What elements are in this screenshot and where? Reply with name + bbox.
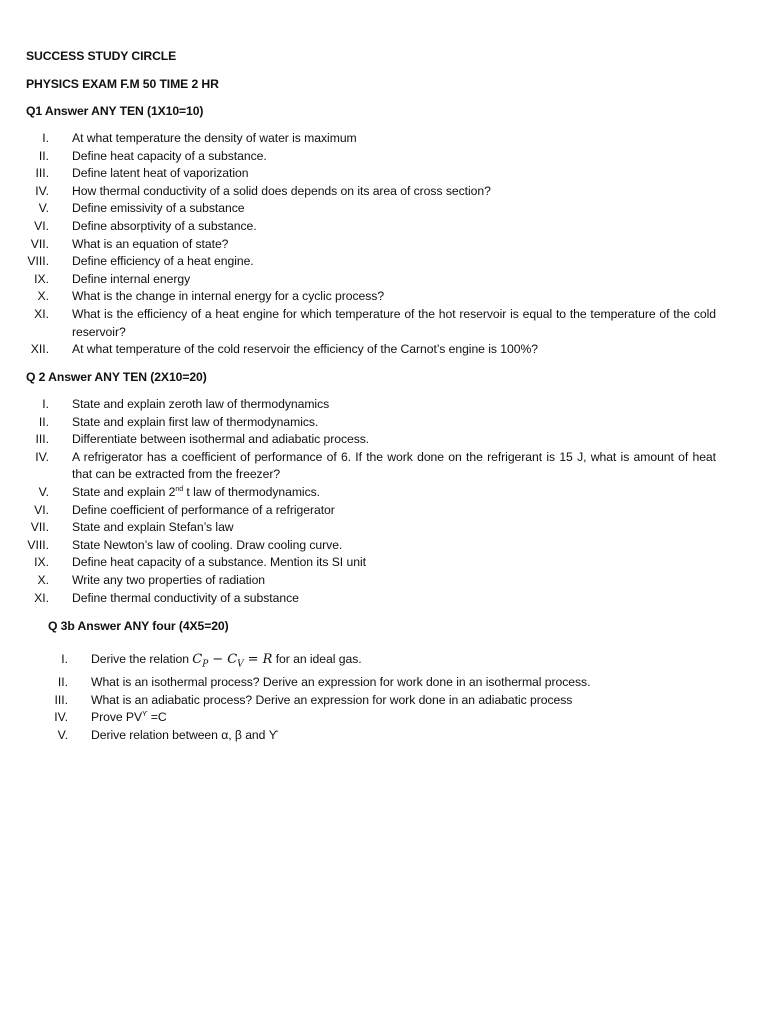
question-number: I. bbox=[42, 397, 49, 411]
question-item bbox=[0, 165, 768, 183]
question-item bbox=[0, 709, 768, 727]
question-number: VII. bbox=[30, 520, 49, 535]
question-text: What is the change in internal energy for a cyclic process? bbox=[72, 289, 385, 304]
question-number: I. bbox=[42, 131, 49, 145]
question-text: State and explain first law of thermodynamics. bbox=[72, 414, 319, 429]
question-text-part: State and explain 2 bbox=[72, 484, 176, 499]
question-text: What is an isothermal process? Derive an expression for work done in an isothermal process. bbox=[91, 675, 591, 690]
question-item bbox=[0, 414, 768, 432]
question-number: III. bbox=[35, 432, 49, 447]
question-item bbox=[0, 519, 768, 537]
question-number: II. bbox=[57, 675, 68, 690]
question-text: How thermal conductivity of a solid does depends on its area of cross section? bbox=[72, 183, 491, 198]
q1-heading: Q1 Answer ANY TEN (1X10=10) bbox=[26, 104, 204, 118]
question-number: VIII. bbox=[27, 254, 49, 269]
question-number: VII. bbox=[30, 236, 49, 251]
question-number: III. bbox=[35, 166, 49, 181]
question-item bbox=[0, 236, 768, 254]
question-item bbox=[0, 537, 768, 555]
ordinal-superscript: nd bbox=[175, 485, 184, 493]
question-text: Define absorptivity of a substance. bbox=[72, 218, 257, 233]
question-number: II. bbox=[38, 148, 49, 163]
question-item bbox=[0, 484, 768, 502]
question-text: Write any two properties of radiation bbox=[72, 572, 266, 587]
question-item bbox=[0, 341, 768, 359]
q2-question-list bbox=[0, 396, 768, 607]
math-symbol: R bbox=[262, 652, 273, 667]
question-text: What is an equation of state? bbox=[72, 236, 229, 251]
question-text-part: t law of thermodynamics. bbox=[183, 484, 321, 499]
question-number: V. bbox=[38, 201, 49, 216]
question-item bbox=[0, 218, 768, 236]
question-item bbox=[0, 306, 768, 341]
question-number: XI. bbox=[34, 306, 49, 321]
question-text-part: for an ideal gas. bbox=[272, 652, 362, 666]
question-number: II. bbox=[38, 414, 49, 429]
gamma-superscript: ϒ bbox=[142, 711, 148, 719]
question-number: XI. bbox=[34, 590, 49, 605]
question-text: Derive relation between α, β and ϒ bbox=[91, 727, 279, 742]
question-number: I. bbox=[61, 652, 68, 666]
question-number: IX. bbox=[34, 271, 49, 286]
question-number: VI. bbox=[34, 218, 49, 233]
question-item bbox=[0, 431, 768, 449]
question-text: At what temperature the density of water is maximum bbox=[72, 131, 357, 145]
question-item bbox=[0, 288, 768, 306]
question-number: IV. bbox=[54, 710, 68, 725]
question-item bbox=[0, 650, 768, 674]
question-text: Define emissivity of a substance bbox=[72, 201, 245, 216]
question-text: Define thermal conductivity of a substance bbox=[72, 590, 299, 605]
question-item bbox=[0, 148, 768, 166]
question-text: Define heat capacity of a substance. bbox=[72, 148, 267, 163]
question-number: IV. bbox=[35, 183, 49, 198]
q1-question-list bbox=[0, 130, 768, 359]
question-item bbox=[0, 572, 768, 590]
question-text: Define heat capacity of a substance. Mention its SI unit bbox=[72, 555, 366, 570]
q3-heading: Q 3b Answer ANY four (4X5=20) bbox=[48, 619, 229, 633]
math-symbol: C bbox=[192, 652, 203, 667]
question-item bbox=[0, 200, 768, 218]
question-number: III. bbox=[54, 692, 68, 707]
question-number: IX. bbox=[34, 555, 49, 570]
math-operator: − bbox=[208, 652, 228, 667]
question-text: State and explain zeroth law of thermodynamics bbox=[72, 397, 330, 411]
question-text: State Newton’s law of cooling. Draw cooling curve. bbox=[72, 537, 343, 552]
question-number: X. bbox=[37, 572, 49, 587]
math-symbol: C bbox=[227, 652, 238, 667]
question-text: Define internal energy bbox=[72, 271, 191, 286]
question-text-part: =C bbox=[147, 710, 167, 725]
question-number: V. bbox=[38, 484, 49, 499]
question-item bbox=[0, 253, 768, 271]
math-operator: = bbox=[243, 652, 263, 667]
question-text bbox=[91, 709, 711, 727]
math-subscript: P bbox=[202, 659, 209, 670]
question-item bbox=[0, 396, 768, 414]
question-text: A refrigerator has a coefficient of performance of 6. If the work done on the refrigerant is 15 J, what is amount of heat that can be extracted from the freezer? bbox=[72, 449, 716, 482]
question-number: X. bbox=[37, 289, 49, 304]
math-formula bbox=[192, 652, 273, 670]
exam-title: PHYSICS EXAM F.M 50 TIME 2 HR bbox=[26, 77, 219, 91]
question-text: What is the efficiency of a heat engine for which temperature of the hot reservoir is equal to the temperature of the cold reservoir? bbox=[72, 306, 716, 339]
question-item bbox=[0, 554, 768, 572]
school-name: SUCCESS STUDY CIRCLE bbox=[26, 49, 177, 63]
question-text: Define coefficient of performance of a refrigerator bbox=[72, 502, 335, 517]
question-number: XII. bbox=[30, 342, 49, 357]
question-item bbox=[0, 502, 768, 520]
question-item bbox=[0, 449, 768, 484]
question-text: Define efficiency of a heat engine. bbox=[72, 254, 254, 269]
question-number: VI. bbox=[34, 502, 49, 517]
question-number: V. bbox=[57, 727, 68, 742]
question-text: Differentiate between isothermal and adiabatic process. bbox=[72, 432, 370, 447]
question-item bbox=[0, 130, 768, 148]
question-item bbox=[0, 590, 768, 608]
question-item bbox=[0, 183, 768, 201]
question-item bbox=[0, 674, 768, 692]
question-text: Define latent heat of vaporization bbox=[72, 166, 249, 181]
question-text: State and explain Stefan’s law bbox=[72, 520, 234, 535]
math-subscript: V bbox=[237, 659, 244, 670]
question-number: IV. bbox=[35, 449, 49, 464]
question-item bbox=[0, 271, 768, 289]
question-text: At what temperature of the cold reservoir the efficiency of the Carnot’s engine is 100%? bbox=[72, 342, 538, 357]
question-text bbox=[72, 484, 716, 502]
question-item bbox=[0, 692, 768, 710]
question-text-part: Derive the relation bbox=[91, 652, 193, 666]
q2-heading: Q 2 Answer ANY TEN (2X10=20) bbox=[26, 370, 207, 384]
question-item bbox=[0, 727, 768, 745]
question-text bbox=[91, 650, 711, 674]
q3-question-list bbox=[0, 650, 768, 744]
question-text: What is an adiabatic process? Derive an expression for work done in an adiabatic process bbox=[91, 692, 573, 707]
question-number: VIII. bbox=[27, 537, 49, 552]
question-text-part: Prove PV bbox=[91, 710, 143, 725]
